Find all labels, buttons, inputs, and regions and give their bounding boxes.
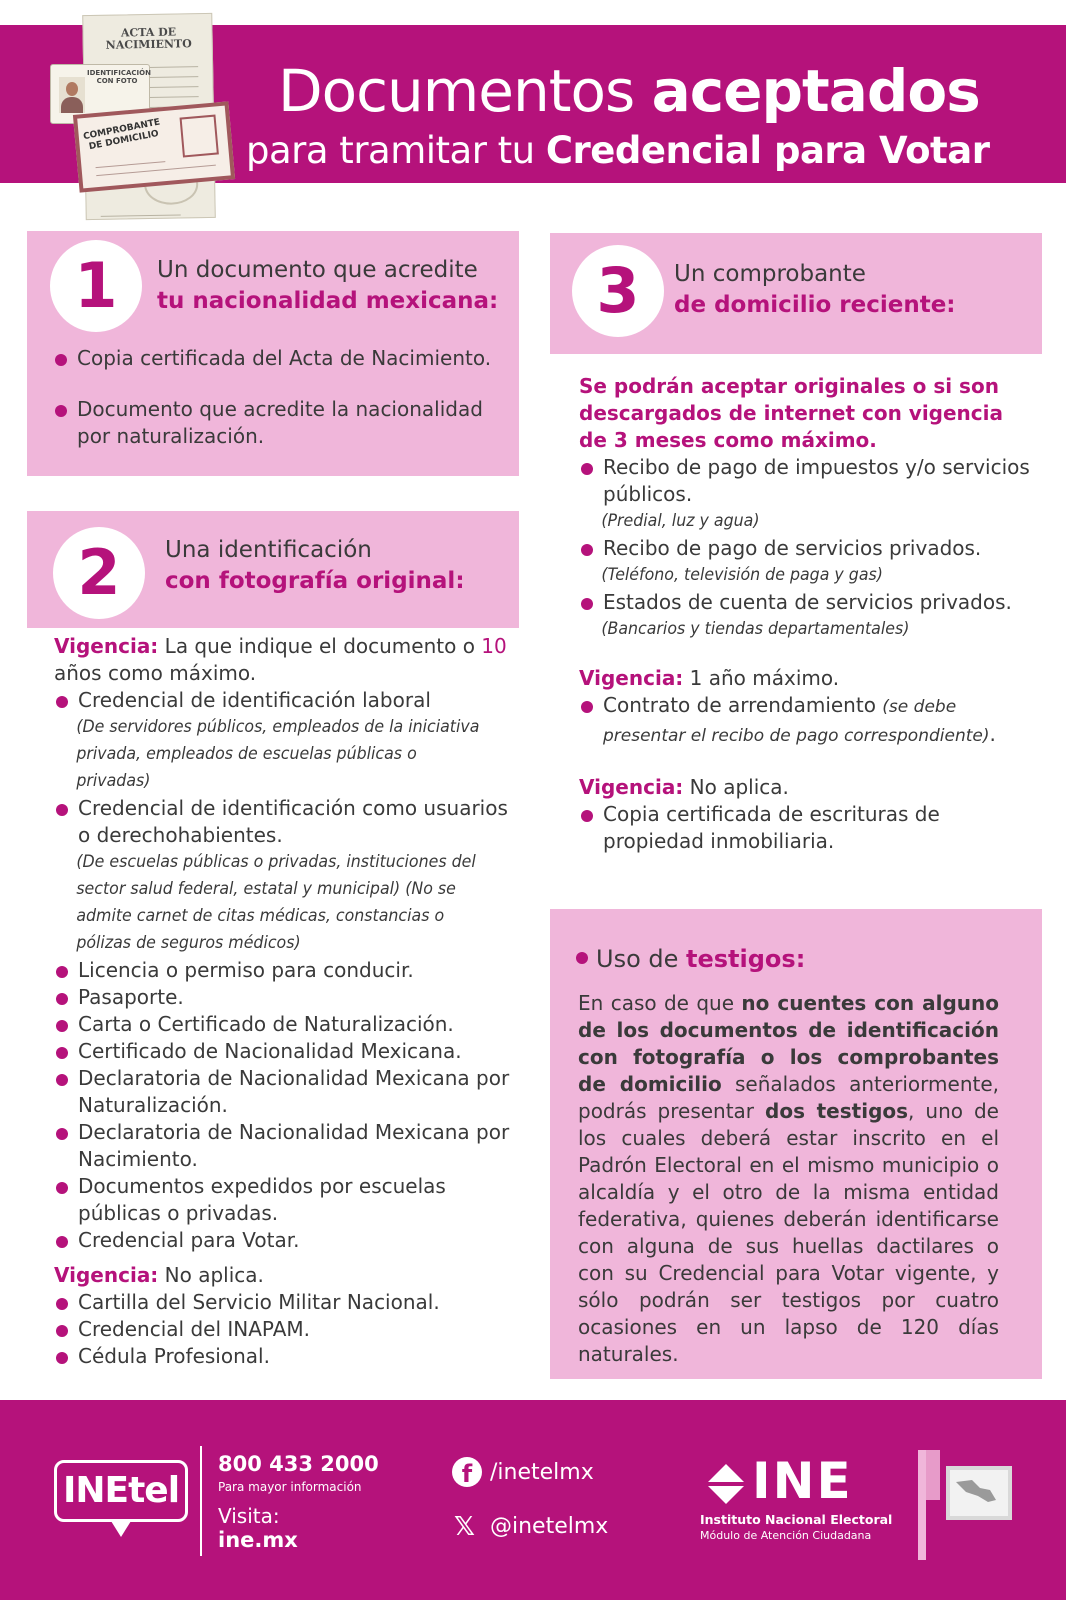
list-item: Copia certificada del Acta de Nacimiento.	[53, 345, 513, 372]
list-item: Credencial para Votar.	[54, 1227, 524, 1254]
vigencia-line: Vigencia: La que indique el documento o 10 años como máximo.	[54, 634, 507, 685]
vigencia-line: Vigencia: No aplica.	[54, 1263, 264, 1287]
ine-logo: INE Instituto Nacional Electoral Módulo de Atención Ciudadana	[700, 1452, 893, 1542]
comprobante-illustration: COMPROBANTE DE DOMICILIO	[73, 101, 235, 192]
testigos-title: Uso de testigos:	[576, 945, 805, 973]
list-note: (De servidores públicos, empleados de la iniciativa privada, empleados de escuelas públicas o privadas)	[76, 717, 480, 791]
bullet-icon	[576, 952, 588, 964]
section-3-list	[579, 454, 1039, 855]
section-3-warning: Se podrán aceptar originales o si son descargados de internet con vigencia de 3 meses como máximo.	[579, 374, 1004, 452]
phone-caption: Para mayor información	[218, 1480, 362, 1494]
list-item: Recibo de pago de servicios privados.	[579, 535, 1039, 562]
id-photo-icon	[59, 77, 85, 113]
section-2-number: 2	[53, 527, 145, 619]
website-link[interactable]: ine.mx	[218, 1528, 298, 1552]
list-item: Certificado de Nacionalidad Mexicana.	[54, 1038, 524, 1065]
list-item: Documento que acredite la nacionalidad por naturalización.	[53, 396, 513, 450]
modulo-icon	[916, 1430, 1016, 1560]
list-item: Credencial del INAPAM.	[54, 1316, 524, 1343]
list-item: Contrato de arrendamiento (se debe presentar el recibo de pago correspondiente).	[579, 692, 1039, 750]
facebook-link[interactable]: /inetelmx	[490, 1460, 594, 1485]
section-1-panel	[27, 231, 519, 476]
list-note: (Teléfono, televisión de paga y gas)	[601, 565, 883, 585]
section-2-panel	[27, 511, 519, 628]
footer	[0, 1400, 1066, 1600]
list-item: Carta o Certificado de Naturalización.	[54, 1011, 524, 1038]
section-1-title: Un documento que acredite tu nacionalidad mexicana:	[157, 257, 499, 314]
section-2-title: Una identificación con fotografía original:	[165, 537, 465, 594]
ine-diamond-icon	[704, 1462, 748, 1506]
id-card-illustration: IDENTIFICACIÓN CON FOTO	[50, 64, 150, 124]
section-1-list	[53, 345, 513, 450]
list-item: Declaratoria de Nacionalidad Mexicana por Naturalización.	[54, 1065, 524, 1119]
section-3-panel	[550, 233, 1042, 354]
list-item: Cédula Profesional.	[54, 1343, 524, 1370]
vigencia-line: Vigencia: 1 año máximo.	[579, 666, 840, 690]
section-2-list	[54, 633, 524, 1370]
list-item: Credencial de identificación como usuarios o derechohabientes.	[54, 795, 524, 849]
phone-number[interactable]: 800 433 2000	[218, 1452, 379, 1476]
x-icon[interactable]: 𝕏	[454, 1512, 475, 1542]
list-item: Documentos expedidos por escuelas públicas o privadas.	[54, 1173, 524, 1227]
list-note: (Bancarios y tiendas departamentales)	[601, 619, 910, 639]
list-item: Declaratoria de Nacionalidad Mexicana por Nacimiento.	[54, 1119, 524, 1173]
list-item: Recibo de pago de impuestos y/o servicios públicos.	[579, 454, 1039, 508]
list-item: Copia certificada de escrituras de propiedad inmobiliaria.	[579, 801, 1039, 855]
page-subtitle: para tramitar tu Credencial para Votar	[246, 129, 990, 172]
acta-nacimiento-illustration: ACTA DE NACIMIENTO	[82, 13, 216, 220]
list-item: Credencial de identificación laboral	[54, 687, 524, 714]
section-3-title: Un comprobante de domicilio reciente:	[674, 261, 956, 318]
list-item: Estados de cuenta de servicios privados.	[579, 589, 1039, 616]
list-note: (Predial, luz y agua)	[601, 511, 760, 531]
page-title: Documentos aceptados	[278, 57, 980, 125]
list-item: Licencia o permiso para conducir.	[54, 957, 524, 984]
x-link[interactable]: @inetelmx	[490, 1514, 609, 1539]
footer-divider	[200, 1446, 202, 1556]
section-1-number: 1	[50, 240, 142, 332]
section-3-number: 3	[572, 245, 664, 337]
list-note: (De escuelas públicas o privadas, instituciones del sector salud federal, estatal y municipal) (No se admite carnet de citas médicas, constancias o pólizas de seguros médicos)	[76, 852, 476, 953]
testigos-text: En caso de que no cuentes con alguno de los documentos de identificación con fotografía o los comprobantes de domicilio señalados anteriormente, podrás presentar dos testigos, uno de los cuales deberá estar inscrito en el Padrón Electoral en el mismo municipio o alcaldía y el otro de la misma entidad federativa, quienes deberán identificarse con alguna de sus huellas dactilares o con su Credencial para Votar vigente, y sólo podrán ser testigos por cuatro ocasiones en un lapso de 120 días naturales.	[578, 991, 1000, 1366]
vigencia-line: Vigencia: No aplica.	[579, 775, 789, 799]
inetel-logo: INEtel	[54, 1460, 188, 1522]
list-item: Cartilla del Servicio Militar Nacional.	[54, 1289, 524, 1316]
visit-label: Visita:	[218, 1504, 280, 1528]
facebook-icon[interactable]: f	[452, 1457, 482, 1487]
list-item: Pasaporte.	[54, 984, 524, 1011]
